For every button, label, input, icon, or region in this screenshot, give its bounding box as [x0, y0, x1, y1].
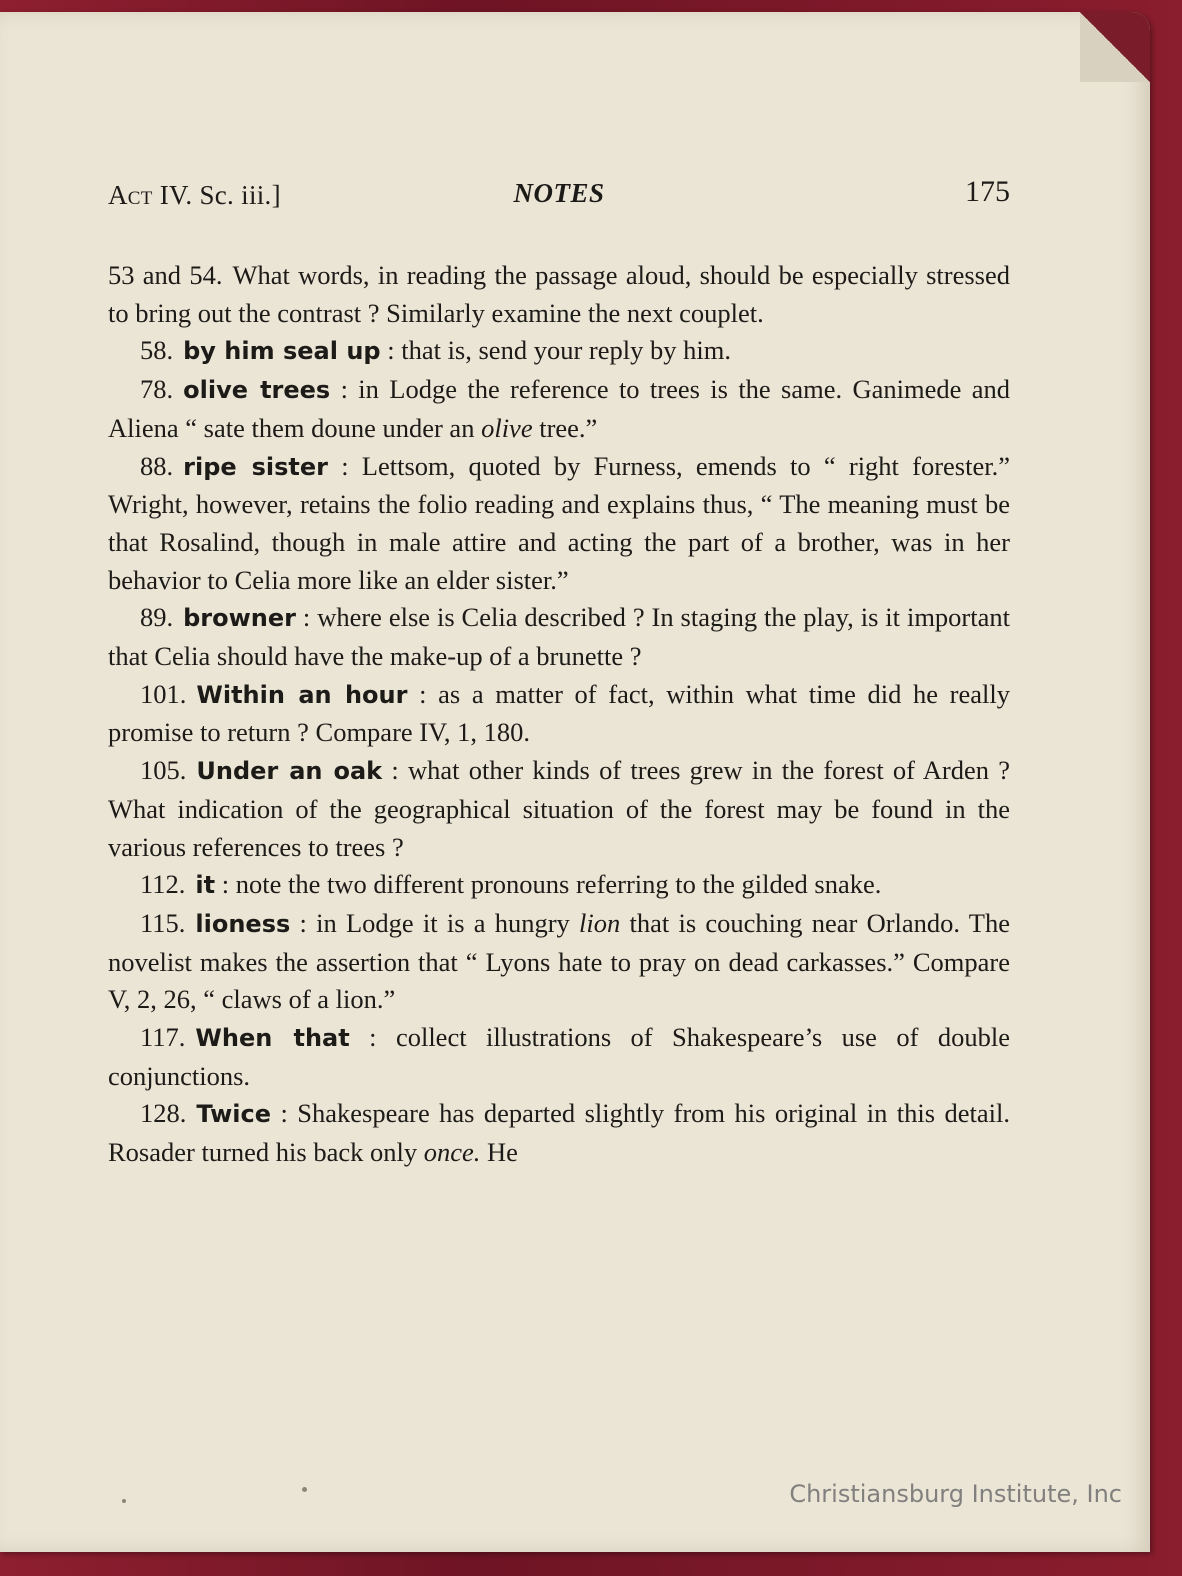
note-term: olive trees — [183, 376, 331, 405]
note-term: by him seal up — [183, 337, 381, 366]
note-number: 53 and 54. — [108, 260, 223, 290]
paper-speck — [302, 1487, 307, 1492]
note-term: Twice — [196, 1100, 272, 1129]
note-number: 89. — [140, 602, 174, 633]
note-emphasis: lion — [579, 907, 621, 938]
note-item — [108, 599, 1010, 675]
note-item — [108, 448, 1010, 600]
note-item — [108, 1019, 1010, 1095]
note-term: ripe sister — [183, 452, 328, 481]
note-text-after: He — [480, 1137, 518, 1168]
note-term: it — [195, 871, 216, 900]
note-number: 58. — [140, 335, 174, 366]
note-term: Within an hour — [196, 680, 408, 709]
note-item — [108, 866, 1010, 905]
note-text: : as a matter of fact, within what time did he really promise to return ? Compare IV, 1, 180. — [108, 678, 1010, 748]
running-header — [108, 170, 1010, 220]
note-item — [108, 1095, 1010, 1171]
note-text: What words, in reading the passage aloud, should be especially stressed to bring out the contrast ? Similarly examine the next couplet. — [108, 260, 1011, 328]
page-corner-fold — [1080, 12, 1150, 82]
note-text: : Shakespeare has departed slightly from his original in this detail. Rosader turned his back only — [108, 1098, 1010, 1168]
section-title: NOTES — [513, 178, 605, 208]
note-text: : that is, send your reply by him. — [380, 335, 731, 366]
note-term: lioness — [195, 909, 291, 938]
note-term: browner — [183, 604, 296, 633]
act-label: Act — [108, 180, 153, 210]
note-item — [108, 257, 1010, 332]
notes-body — [108, 257, 1010, 1172]
paper-speck — [122, 1499, 126, 1503]
note-text: : where else is Celia described ? In staging the play, is it important that Celia should have the make-up of a brunette ? — [108, 602, 1010, 672]
note-number: 112. — [140, 869, 186, 900]
note-term: Under an oak — [196, 757, 383, 786]
note-number: 128. — [140, 1098, 187, 1129]
note-item — [108, 752, 1010, 866]
note-emphasis: olive — [481, 412, 533, 443]
note-item — [108, 332, 1010, 371]
note-number: 78. — [140, 374, 174, 405]
note-number: 117. — [140, 1022, 186, 1053]
note-number: 101. — [140, 678, 187, 709]
note-text-after: tree.” — [532, 412, 598, 443]
scene-label: IV. Sc. iii.] — [152, 180, 281, 210]
note-text: : what other kinds of trees grew in the forest of Arden ? What indication of the geographical situation of the forest may be found in the various references to trees ? — [108, 755, 1010, 862]
note-text: : in Lodge the reference to trees is the same. Ganimede and Aliena “ sate them doune under an — [108, 374, 1010, 443]
page-number: 175 — [965, 175, 1010, 208]
note-number: 115. — [140, 907, 186, 938]
note-number: 105. — [140, 755, 187, 786]
note-emphasis: once. — [423, 1137, 481, 1168]
book-page — [0, 12, 1150, 1552]
watermark-text: Christiansburg Institute, Inc — [789, 1480, 1122, 1508]
note-text: : Lettsom, quoted by Furness, emends to “ right forester.” Wright, however, retains the folio reading and explains thus, “ The meaning must be that Rosalind, though in male attire and acting the part of a brother, was in her behavior to Celia more like an elder sister.” — [108, 450, 1010, 595]
note-text: : note the two different pronouns referring to the gilded snake. — [215, 869, 882, 900]
note-text: : collect illustrations of Shakespeare’s use of double conjunctions. — [108, 1022, 1010, 1091]
note-item — [108, 676, 1010, 752]
note-item — [108, 371, 1010, 447]
note-text: : in Lodge it is a hungry — [290, 907, 580, 938]
note-item — [108, 905, 1010, 1019]
note-number: 88. — [140, 450, 174, 481]
note-term: When that — [195, 1024, 350, 1053]
note-text-after: that is couching near Orlando. The novelist makes the assertion that “ Lyons hate to pray on dead carkasses.” Compare V, 2, 26, “ claws of a lion.” — [108, 907, 1010, 1015]
